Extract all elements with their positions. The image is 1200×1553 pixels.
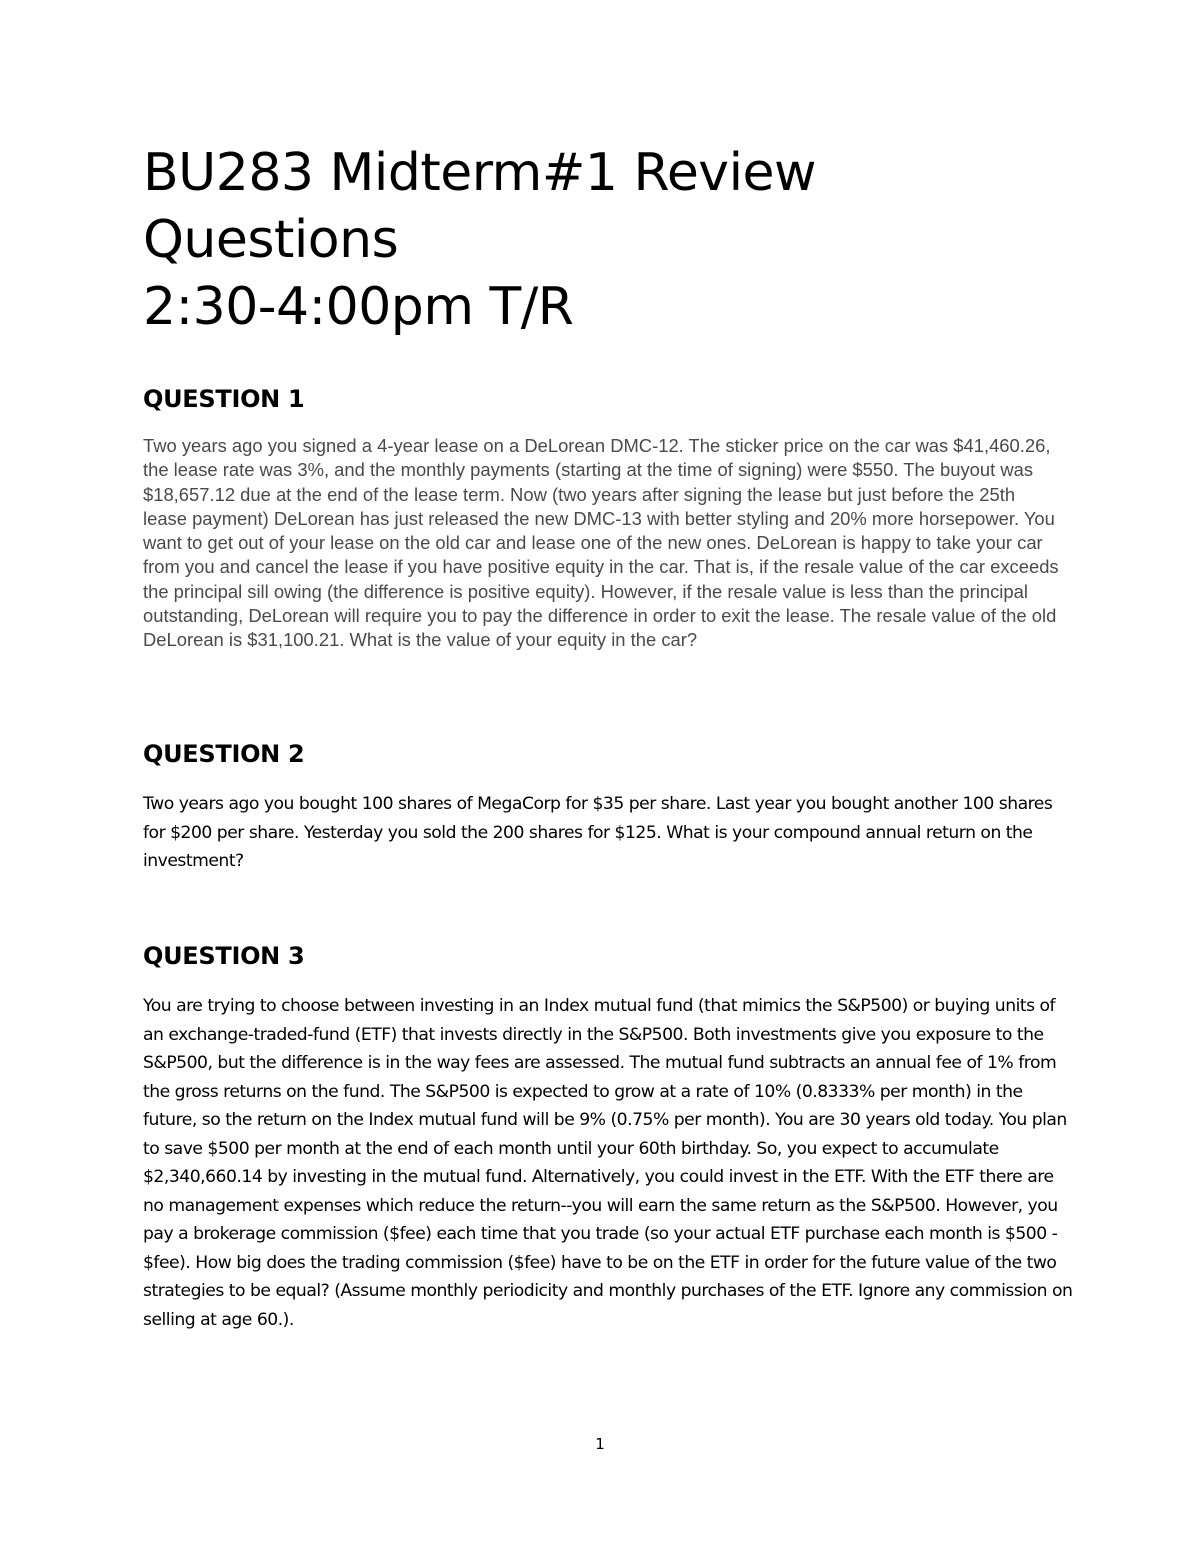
question-2-body: Two years ago you bought 100 shares of MegaCorp for $35 per share. Last year you bought another 100 shares for $200 per share. Yesterday you sold the 200 shares for $125. What is your compound annual return on the investment? xyxy=(143,794,1053,871)
page-number: 1 xyxy=(595,1435,605,1453)
question-3-heading: QUESTION 3 xyxy=(143,942,305,970)
title-line-2: Questions xyxy=(143,210,399,270)
question-2-heading: QUESTION 2 xyxy=(143,740,305,768)
question-3-body: You are trying to choose between investing in an Index mutual fund (that mimics the S&P500) or buying units of an exchange-traded-fund (ETF) that invests directly in the S&P500. Both investments give you exposure to the S&P500, but the difference is in the way fees are assessed. The mutual fund subtracts an annual fee of 1% from the gross returns on the fund. The S&P500 is expected to grow at a rate of 10% (0.8333% per month) in the future, so the return on the Index mutual fund will be 9% (0.75% per month). You are 30 years old today. You plan to save $500 per month at the end of each month until your 60th birthday. So, you expect to accumulate $2,340,660.14 by investing in the mutual fund. Alternatively, you could invest in the ETF. With the ETF there are no management expenses which reduce the return--you will earn the same return as the S&P500. However, you pay a brokerage commission ($fee) each time that you trade (so your actual ETF purchase each month is $500 - $fee). How big does the trading commission ($fee) have to be on the ETF in order for the future value of the two strategies to be equal? (Assume monthly periodicity and monthly purchases of the ETF. Ignore any commission on selling at age 60.). xyxy=(143,996,1073,1330)
title-line-3: 2:30-4:00pm T/R xyxy=(143,277,574,337)
question-1-body: Two years ago you signed a 4-year lease on a DeLorean DMC-12. The sticker price on the car was $41,460.26, the lease rate was 3%, and the monthly payments (starting at the time of signing) were $550. The buyout was $18,657.12 due at the end of the lease term. Now (two years after signing the lease but just before the 25th lease payment) DeLorean has just released the new DMC-13 with better styling and 20% more horsepower. You want to get out of your lease on the old car and lease one of the new ones. DeLorean is happy to take your car from you and cancel the lease if you have positive equity in the car. That is, if the resale value of the car exceeds the principal sill owing (the difference is positive equity). However, if the resale value is less than the principal outstanding, DeLorean will require you to pay the difference in order to exit the lease. The resale value of the old DeLorean is $31,100.21. What is the value of your equity in the car? xyxy=(143,435,1059,651)
title-line-1: BU283 Midterm#1 Review xyxy=(143,143,817,203)
document-title xyxy=(143,140,1103,341)
question-1-heading: QUESTION 1 xyxy=(143,385,305,413)
